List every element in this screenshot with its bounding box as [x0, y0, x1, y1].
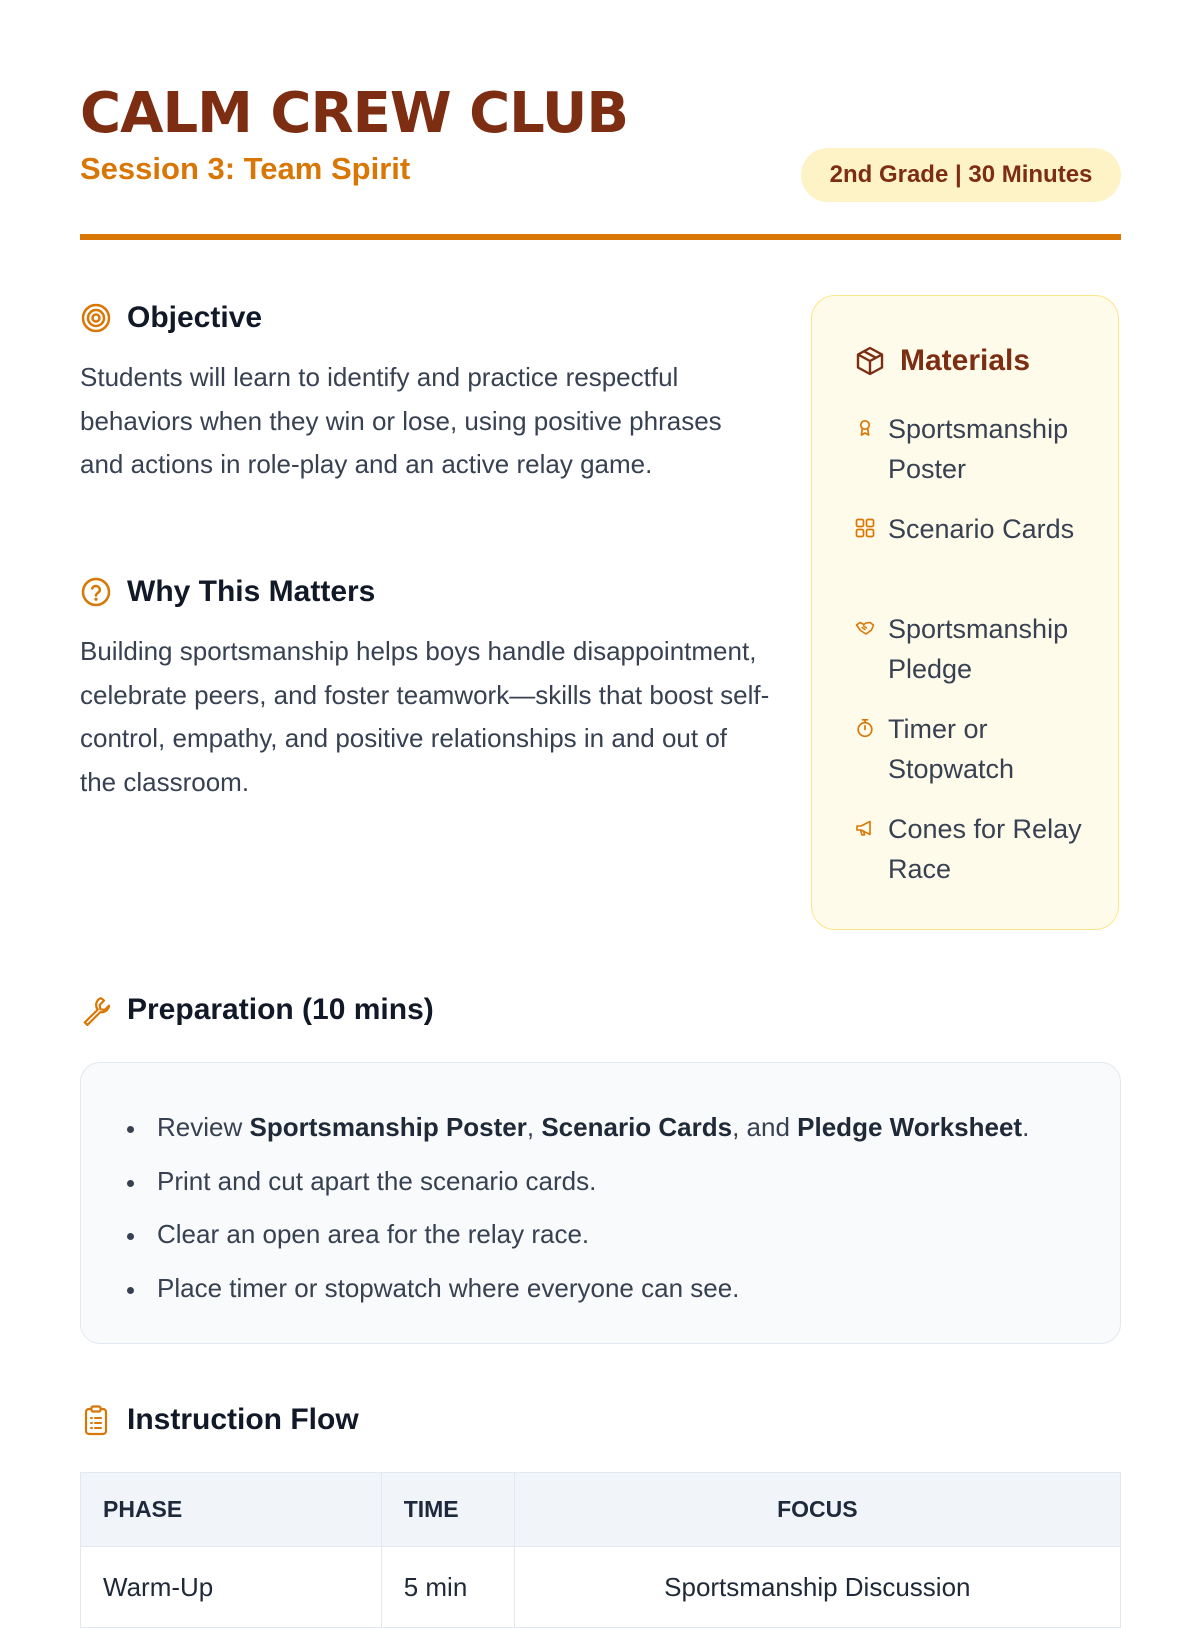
- list-item: [854, 609, 1104, 709]
- material-label: Cones for Relay Race: [888, 814, 1082, 884]
- header-divider: [80, 234, 1121, 240]
- award-icon: [854, 417, 876, 439]
- cell-focus: Sportsmanship Discussion: [514, 1547, 1120, 1628]
- prep-post: .: [1022, 1112, 1030, 1142]
- session-subtitle: Session 3: Team Spirit: [80, 151, 411, 186]
- wrench-icon: [80, 994, 112, 1026]
- objective-text: Students will learn to identify and practice respectful behaviors when they win or lose, using positive phrases and actions in role-play and an active relay game.: [80, 362, 722, 479]
- list-item: [854, 409, 1104, 509]
- preparation-heading: [80, 992, 434, 1028]
- list-item: [854, 709, 1104, 809]
- column-header-phase: PHASE: [81, 1473, 382, 1547]
- cell-phase: Warm-Up: [81, 1547, 382, 1628]
- prep-bold-poster: Sportsmanship Poster: [249, 1112, 527, 1142]
- page-title: CALM CREW CLUB: [80, 81, 629, 146]
- grid-icon: [854, 517, 876, 539]
- material-label: Sportsmanship Pledge: [888, 614, 1069, 684]
- target-icon: [80, 302, 112, 334]
- list-item: Clear an open area for the relay race.: [127, 1208, 1029, 1262]
- table-header-row: [81, 1473, 1121, 1547]
- table-row: [81, 1547, 1121, 1628]
- instruction-flow-table: [80, 1472, 1121, 1628]
- question-circle-icon: [80, 576, 112, 608]
- prep-bold-cards: Scenario Cards: [541, 1112, 733, 1142]
- list-item: Place timer or stopwatch where everyone can see.: [127, 1262, 1029, 1316]
- material-label: Sportsmanship Poster: [888, 414, 1069, 484]
- prep-bold-worksheet: Pledge Worksheet: [797, 1112, 1023, 1142]
- objective-title: Objective: [127, 301, 263, 334]
- materials-heading: [854, 344, 1030, 378]
- grade-duration-badge: 2nd Grade | 30 Minutes: [801, 148, 1121, 202]
- clipboard-icon: [80, 1404, 112, 1436]
- cell-time: 5 min: [381, 1547, 514, 1628]
- objective-heading: [80, 300, 262, 336]
- handshake-icon: [854, 617, 876, 639]
- materials-list: [854, 409, 1104, 909]
- why-text: Building sportsmanship helps boys handle disappointment, celebrate peers, and foster teamwork—skills that boost self-control, empathy, and positive relationships in and out of the classroom.: [80, 636, 770, 797]
- instruction-flow-heading: [80, 1402, 359, 1438]
- materials-card: [811, 295, 1119, 930]
- why-heading: [80, 574, 375, 610]
- prep-sep: ,: [526, 1112, 542, 1142]
- material-label: Scenario Cards: [888, 514, 1075, 544]
- why-title: Why This Matters: [127, 575, 376, 608]
- list-item: Print and cut apart the scenario cards.: [127, 1155, 1029, 1209]
- prep-sep: , and: [732, 1112, 798, 1142]
- list-item: [854, 809, 1104, 909]
- material-label: Timer or Stopwatch: [888, 714, 1015, 784]
- list-item: [854, 509, 1104, 609]
- megaphone-icon: [854, 817, 876, 839]
- preparation-title: Preparation (10 mins): [127, 993, 434, 1026]
- stopwatch-icon: [854, 717, 876, 739]
- preparation-list: [127, 1101, 1029, 1315]
- column-header-focus: FOCUS: [514, 1473, 1120, 1547]
- list-item: [127, 1101, 1029, 1155]
- instruction-flow-title: Instruction Flow: [127, 1403, 359, 1436]
- box-icon: [854, 345, 886, 377]
- preparation-box: [80, 1062, 1121, 1344]
- materials-title: Materials: [900, 344, 1031, 377]
- prep-text: Review: [157, 1112, 250, 1142]
- column-header-time: TIME: [381, 1473, 514, 1547]
